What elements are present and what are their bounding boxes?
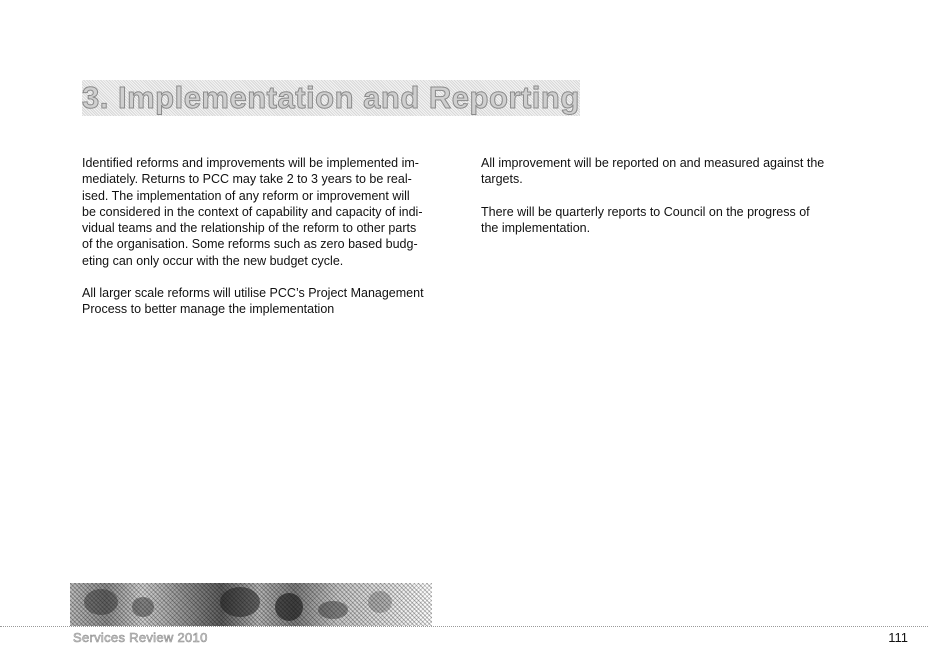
photo-strip-figure	[318, 601, 348, 619]
right-column	[481, 155, 851, 252]
page-title: 3. Implementation and Reporting	[82, 80, 580, 115]
photo-strip-figure	[132, 597, 154, 617]
left-column	[82, 155, 452, 334]
footer-document-title: Services Review 2010	[73, 630, 208, 645]
paragraph-project-management: All larger scale reforms will utilise PCC’s Project Management Process to better manage the implementation	[82, 286, 424, 317]
paragraph-reporting: All improvement will be reported on and measured against the targets.	[481, 156, 825, 187]
photo-strip-image	[70, 583, 432, 626]
paragraph-quarterly-reports: There will be quarterly reports to Council on the progress of the implementation.	[481, 204, 810, 235]
photo-strip-figure	[220, 587, 260, 617]
page-number: 111	[888, 630, 908, 645]
photo-strip-figure	[368, 591, 392, 613]
photo-strip-figure	[84, 589, 118, 615]
paragraph-implementation: Identified reforms and improvements will be implemented im- mediately. Returns to PCC may take 2 to 3 years to be real- ised. The implementation of any reform or improvement will be considered in the context of capability and capacity of indi- vidual teams and the relationship of the reform to other parts of the organisation. Some reforms such as zero based budg- eting can only occur with the new budget cycle.	[82, 156, 423, 268]
photo-strip-figure	[275, 593, 303, 621]
footer-divider	[0, 626, 928, 627]
